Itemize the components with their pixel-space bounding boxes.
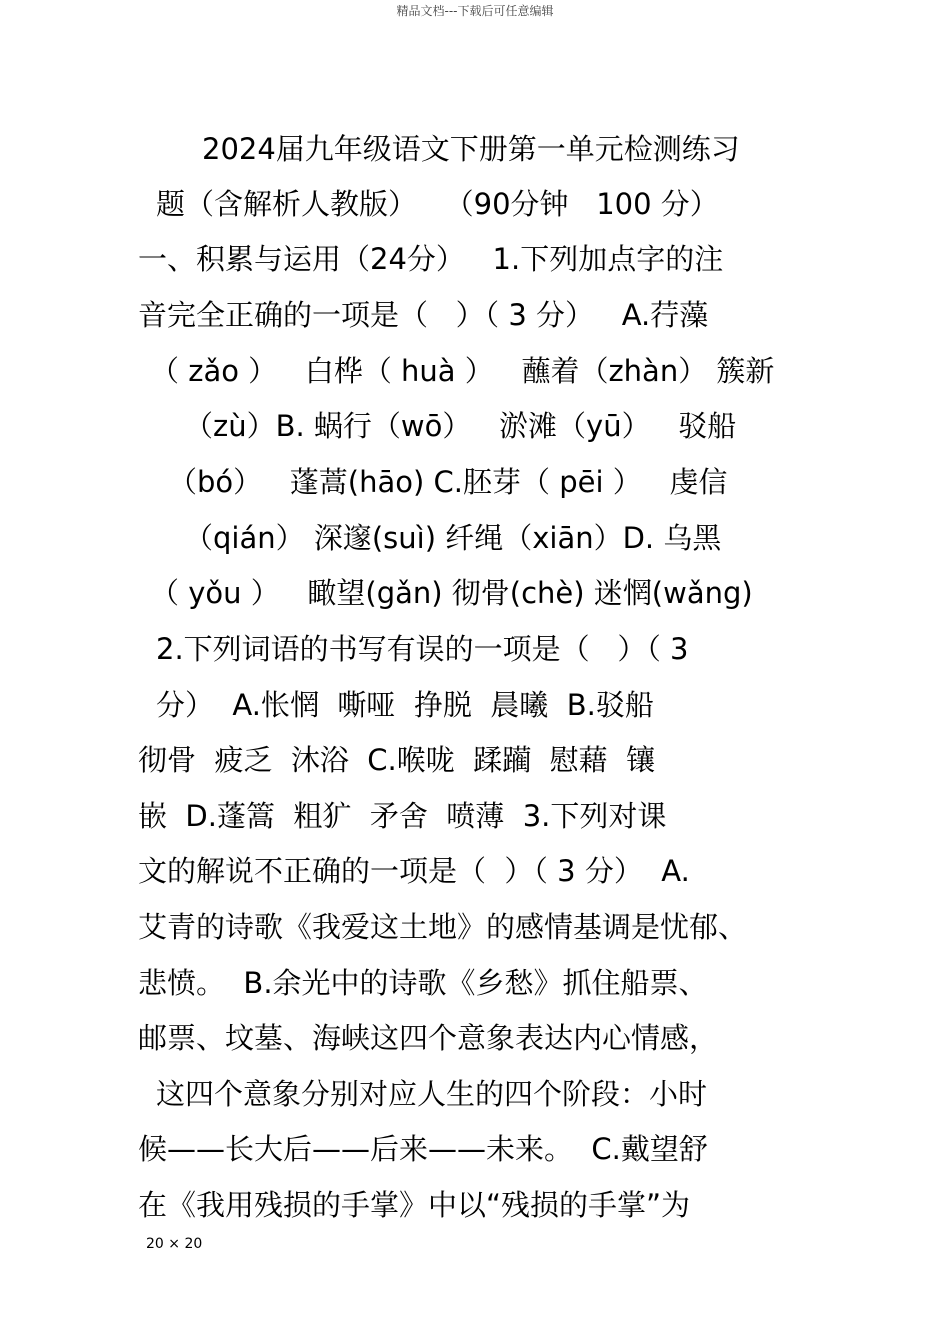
text-line: 候——长大后——后来——未来。 C.戴望舒 (138, 1132, 708, 1166)
text-line: （zù）B. 蜗行（wō） 淤滩（yū） 驳船 (184, 409, 737, 443)
text-line: （ zǎo ） 白桦（ huà ） 蘸着（zhàn） 簇新 (150, 354, 775, 388)
document-header-note: 精品文档---下载后可任意编辑 (396, 4, 554, 18)
text-line: 艾青的诗歌《我爱这土地》的感情基调是忧郁、 (138, 910, 748, 944)
text-line-title-1: 2024届九年级语文下册第一单元检测练习 (202, 132, 740, 166)
text-line-title-2: 题（含解析人教版） （90分钟 100 分） (156, 187, 719, 221)
text-line: （ yǒu ） 瞰望(gǎn) 彻骨(chè) 迷惘(wǎng) (150, 576, 753, 610)
text-line: 文的解说不正确的一项是（ ）（ 3 分） A. (138, 854, 690, 888)
page-size-note: 20 × 20 (146, 1236, 203, 1252)
text-line: 在《我用残损的手掌》中以“残损的手掌”为 (138, 1188, 691, 1222)
text-line: （qián） 深邃(suì) 纤绳（xiān）D. 乌黑 (184, 521, 722, 555)
text-line: 嵌 D.蓬篙 粗犷 矛舍 喷薄 3.下列对课 (138, 799, 667, 833)
text-line: 音完全正确的一项是（ ）（ 3 分） A.荇藻 (138, 298, 709, 332)
text-line: 这四个意象分别对应人生的四个阶段：小时 (156, 1077, 708, 1111)
text-line: 邮票、坟墓、海峡这四个意象表达内心情感， (138, 1021, 719, 1055)
text-line: 悲愤。 B.余光中的诗歌《乡愁》抓住船票、 (138, 966, 708, 1000)
text-line: 一、积累与运用（24分） 1.下列加点字的注 (138, 242, 724, 276)
text-line: 彻骨 疲乏 沐浴 C.喉咙 蹂躏 慰藉 镶 (138, 743, 656, 777)
text-line: 2.下列词语的书写有误的一项是（ ）（ 3 (156, 632, 689, 666)
text-line: （bó） 蓬蒿(hāo) C.胚芽（ pēi ） 虔信 (168, 465, 728, 499)
text-line: 分） A.怅惘 嘶哑 挣脱 晨曦 B.驳船 (156, 688, 654, 722)
